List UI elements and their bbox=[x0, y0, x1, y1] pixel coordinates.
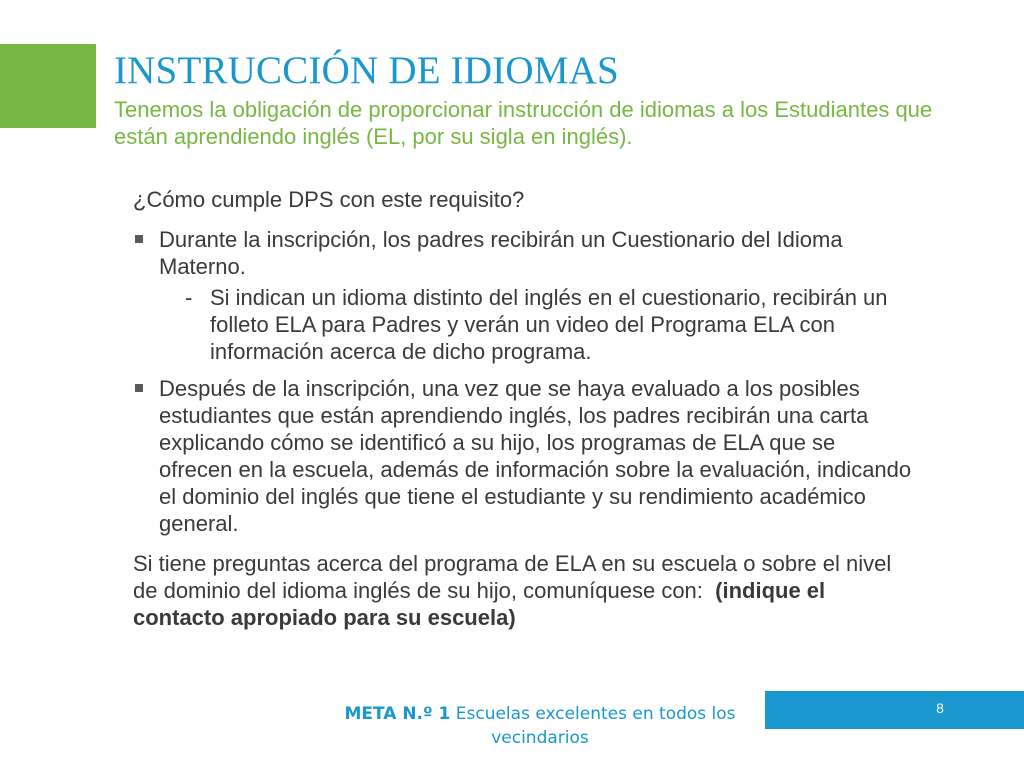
slide-subtitle: Tenemos la obligación de proporcionar instrucción de idiomas a los Estudiantes que están aprendiendo inglés (EL, por su sigla en inglés). bbox=[114, 97, 933, 149]
bullet-item bbox=[133, 226, 913, 280]
closing-text-body: Si tiene preguntas acerca del programa de ELA en su escuela o sobre el nivel de dominio del idioma inglés de su hijo, comuníquese con: bbox=[133, 551, 892, 603]
page-number: 8 bbox=[936, 700, 944, 716]
bullet-item bbox=[133, 375, 913, 537]
closing-text bbox=[133, 550, 913, 631]
question-text: ¿Cómo cumple DPS con este requisito? bbox=[133, 187, 525, 212]
closing-contact-placeholder: (indique el contacto apropiado para su escuela) bbox=[133, 578, 826, 630]
square-bullet-icon bbox=[135, 384, 143, 392]
sub-bullet-item bbox=[133, 284, 913, 365]
footer-goal bbox=[330, 702, 750, 750]
accent-block bbox=[0, 44, 96, 128]
bullet-text: Después de la inscripción, una vez que se haya evaluado a los posibles estudiantes que están aprendiendo inglés, los padres recibirán una carta explicando cómo se identificó a su hijo, los programas de ELA que se ofrecen en la escuela, además de información sobre la evaluación, indicando el dominio del inglés que tiene el estudiante y su rendimiento académico general. bbox=[159, 376, 912, 536]
sub-bullet-text: Si indican un idioma distinto del inglés en el cuestionario, recibirán un folleto ELA para Padres y verán un video del Programa ELA con información acerca de dicho programa. bbox=[210, 285, 888, 364]
footer-goal-label: META N.º 1 bbox=[344, 704, 451, 724]
slide-content bbox=[133, 186, 913, 631]
square-bullet-icon bbox=[135, 235, 143, 243]
footer-bar bbox=[765, 691, 1024, 729]
footer-goal-text: Escuelas excelentes en todos los vecindarios bbox=[455, 704, 736, 748]
bullet-text: Durante la inscripción, los padres recibirán un Cuestionario del Idioma Materno. bbox=[159, 227, 843, 279]
dash-bullet-icon: - bbox=[185, 285, 193, 310]
slide-title: INSTRUCCIÓN DE IDIOMAS bbox=[114, 49, 619, 92]
